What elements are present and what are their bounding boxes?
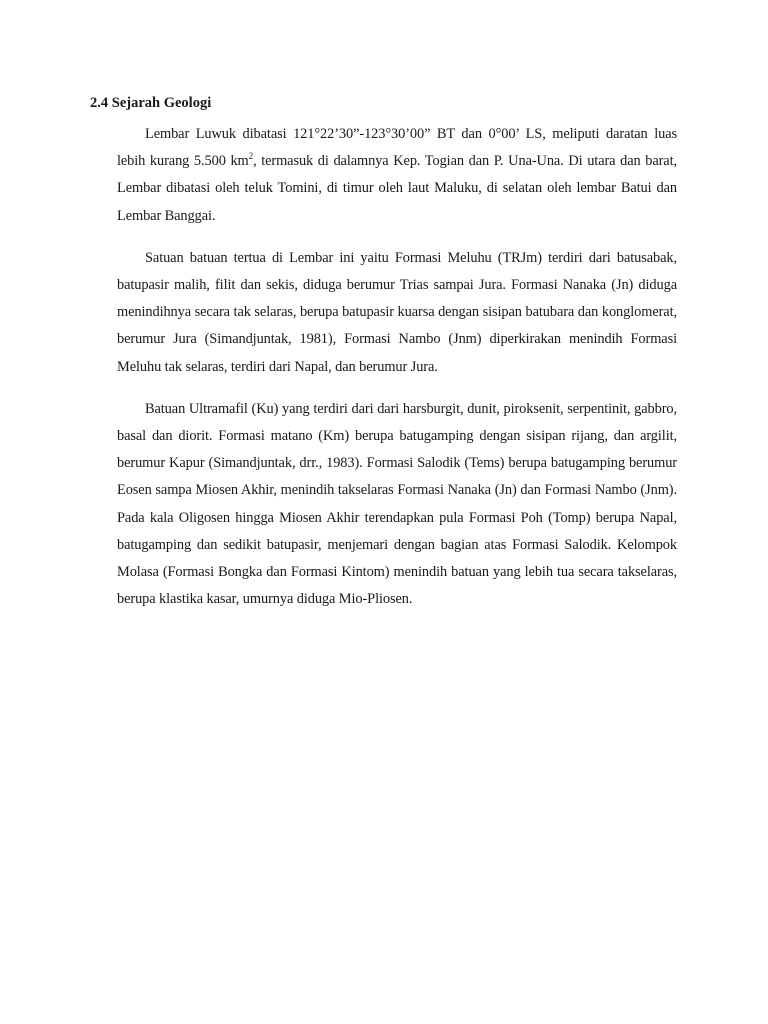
section-heading: 2.4 Sejarah Geologi xyxy=(90,95,212,111)
section-body xyxy=(117,121,677,628)
area-unit-superscript: 2 xyxy=(248,151,254,162)
paragraph-oldest-units: Satuan batuan tertua di Lembar ini yaitu Formasi Meluhu (TRJm) terdiri dari batusabak, batupasir malih, filit dan sekis, diduga berumur Trias sampai Jura. Formasi Nanaka (Jn) diduga menindihnya secara tak selaras, berupa batupasir kuarsa dengan sisipan batubara dan konglomerat, berumur Jura (Simandjuntak, 1981), Formasi Nambo (Jnm) diperkirakan menindih Formasi Meluhu tak selaras, terdiri dari Napal, dan berumur Jura. xyxy=(117,249,677,375)
paragraph-ultramafic-units: Batuan Ultramafil (Ku) yang terdiri dari dari harsburgit, dunit, piroksenit, serpentinit, gabbro, basal dan diorit. Formasi matano (Km) berupa batugamping dengan sisipan rijang, dan argilit, berumur Kapur (Simandjuntak, drr., 1983). Formasi Salodik (Tems) berupa batugamping berumur Eosen sampa Miosen Akhir, menindih takselaras Formasi Nanaka (Jn) dan Formasi Nambo (Jnm). Pada kala Oligosen hingga Miosen Akhir terendapkan pula Formasi Poh (Tomp) berupa Napal, batugamping dan sedikit batupasir, menjemari dengan bagian atas Formasi Salodik. Kelompok Molasa (Formasi Bongka dan Formasi Kintom) menindih batuan yang lebih tua secara takselaras, berupa klastika kasar, umurnya diduga Mio-Pliosen. xyxy=(117,400,677,608)
paragraph-location xyxy=(117,121,677,230)
paragraph-location-text-cont: , termasuk di dalamnya Kep. Togian dan P. Una-Una. Di utara dan barat, Lembar dibatasi oleh teluk Tomini, di timur oleh laut Maluku, di selatan oleh lembar Batui dan Lembar Banggai. xyxy=(117,153,677,224)
paragraph-location-text: Lembar Luwuk dibatasi 121°22’30”-123°30’00” BT dan 0°00’ LS, meliputi daratan luas lebih kurang 5.500 km xyxy=(117,126,677,170)
